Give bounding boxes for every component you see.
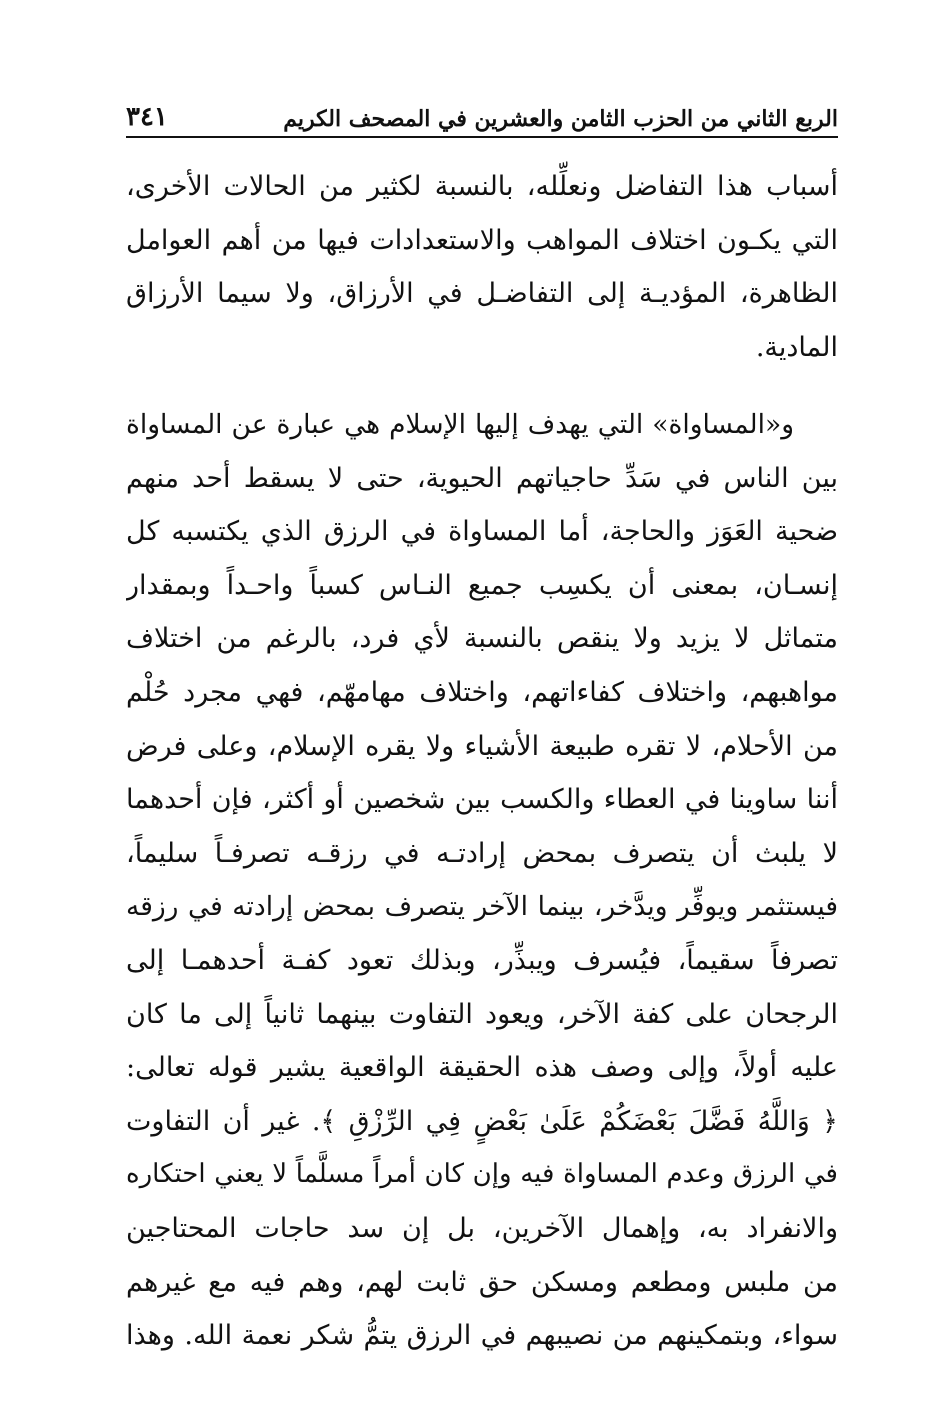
chapter-title: الربع الثاني من الحزب الثامن والعشرين في المصحف الكريم [283,106,838,132]
text-line: في الرزق وعدم المساواة فيه وإن كان أمراً مسلَّماً لا يعني احتكاره [126,1159,838,1190]
text-line: و«المساواة» التي يهدف إليها الإسلام هي عبارة عن المساواة [126,409,794,440]
text-line: فيستثمر ويوفِّر ويدَّخر، بينما الآخر يتصرف بمحض إرادته في رزقه [126,891,838,923]
text-line: متماثل لا يزيد ولا ينقص بالنسبة لأي فرد، بالرغم من اختلاف [126,623,838,655]
text-line: أننا ساوينا في العطاء والكسب بين شخصين أو أكثر، فإن أحدهما [126,784,838,816]
text-line: إنسـان، بمعنى أن يكسِب جميع النـاس كسباً واحـداً وبمقدار [126,569,838,601]
text-line: من الأحلام، لا تقره طبيعة الأشياء ولا يقره الإسلام، وعلى فرض [126,730,838,762]
text-line: التي يكـون اختلاف المواهب والاستعدادات فيها من أهم العوامل [126,224,838,256]
text-line: الرجحان على كفة الآخر، ويعود التفاوت بينهما ثانياً إلى ما كان [126,998,838,1030]
text-line: مواهبهم، واختلاف كفاءاتهم، واختلاف مهامهّم، فهي مجرد حُلْم [126,676,838,708]
text-line: الظاهرة، المؤديـة إلى التفاضـل في الأرزاق، ولا سيما الأرزاق [126,278,838,310]
page-number: ٣٤١ [126,102,168,132]
paragraph-2 [126,398,838,1363]
text-line: عليه أولاً، وإلى وصف هذه الحقيقة الواقعية يشير قوله تعالى: [126,1052,838,1084]
text-line: والانفراد به، وإهمال الآخرين، بل إن سد حاجات المحتاجين [126,1212,838,1244]
running-header [126,92,838,138]
text-line: ضحية العَوَز والحاجة، أما المساواة في الرزق الذي يكتسبه كل [126,516,838,548]
text-line: أسباب هذا التفاضل ونعلِّله، بالنسبة لكثير من الحالات الأخرى، [126,171,838,202]
text-line: بين الناس في سَدِّ حاجياتهم الحيوية، حتى لا يسقط أحد منهم [126,462,838,494]
text-line: سواء، وبتمكينهم من نصيبهم في الرزق يتمُّ شكر نعمة الله. وهذا [126,1320,838,1352]
text-line: من ملبس ومطعم ومسكن حق ثابت لهم، وهم فيه مع غيرهم [126,1266,838,1298]
paragraph-1 [126,160,838,374]
text-line: لا يلبث أن يتصرف بمحض إرادتـه في رزقـه تصرفـاً سليماً، [126,837,838,869]
quran-verse-line: ﴿ وَاللَّهُ فَضَّلَ بَعْضَكُمْ عَلَىٰ بَعْضٍ فِي الرِّزْقِ ﴾. غير أن التفاوت [126,1105,838,1137]
text-line: تصرفاً سقيماً، فيُسرف ويبذِّر، وبذلك تعود كفـة أحدهمـا إلى [126,944,838,976]
text-line: المادية. [755,331,838,363]
